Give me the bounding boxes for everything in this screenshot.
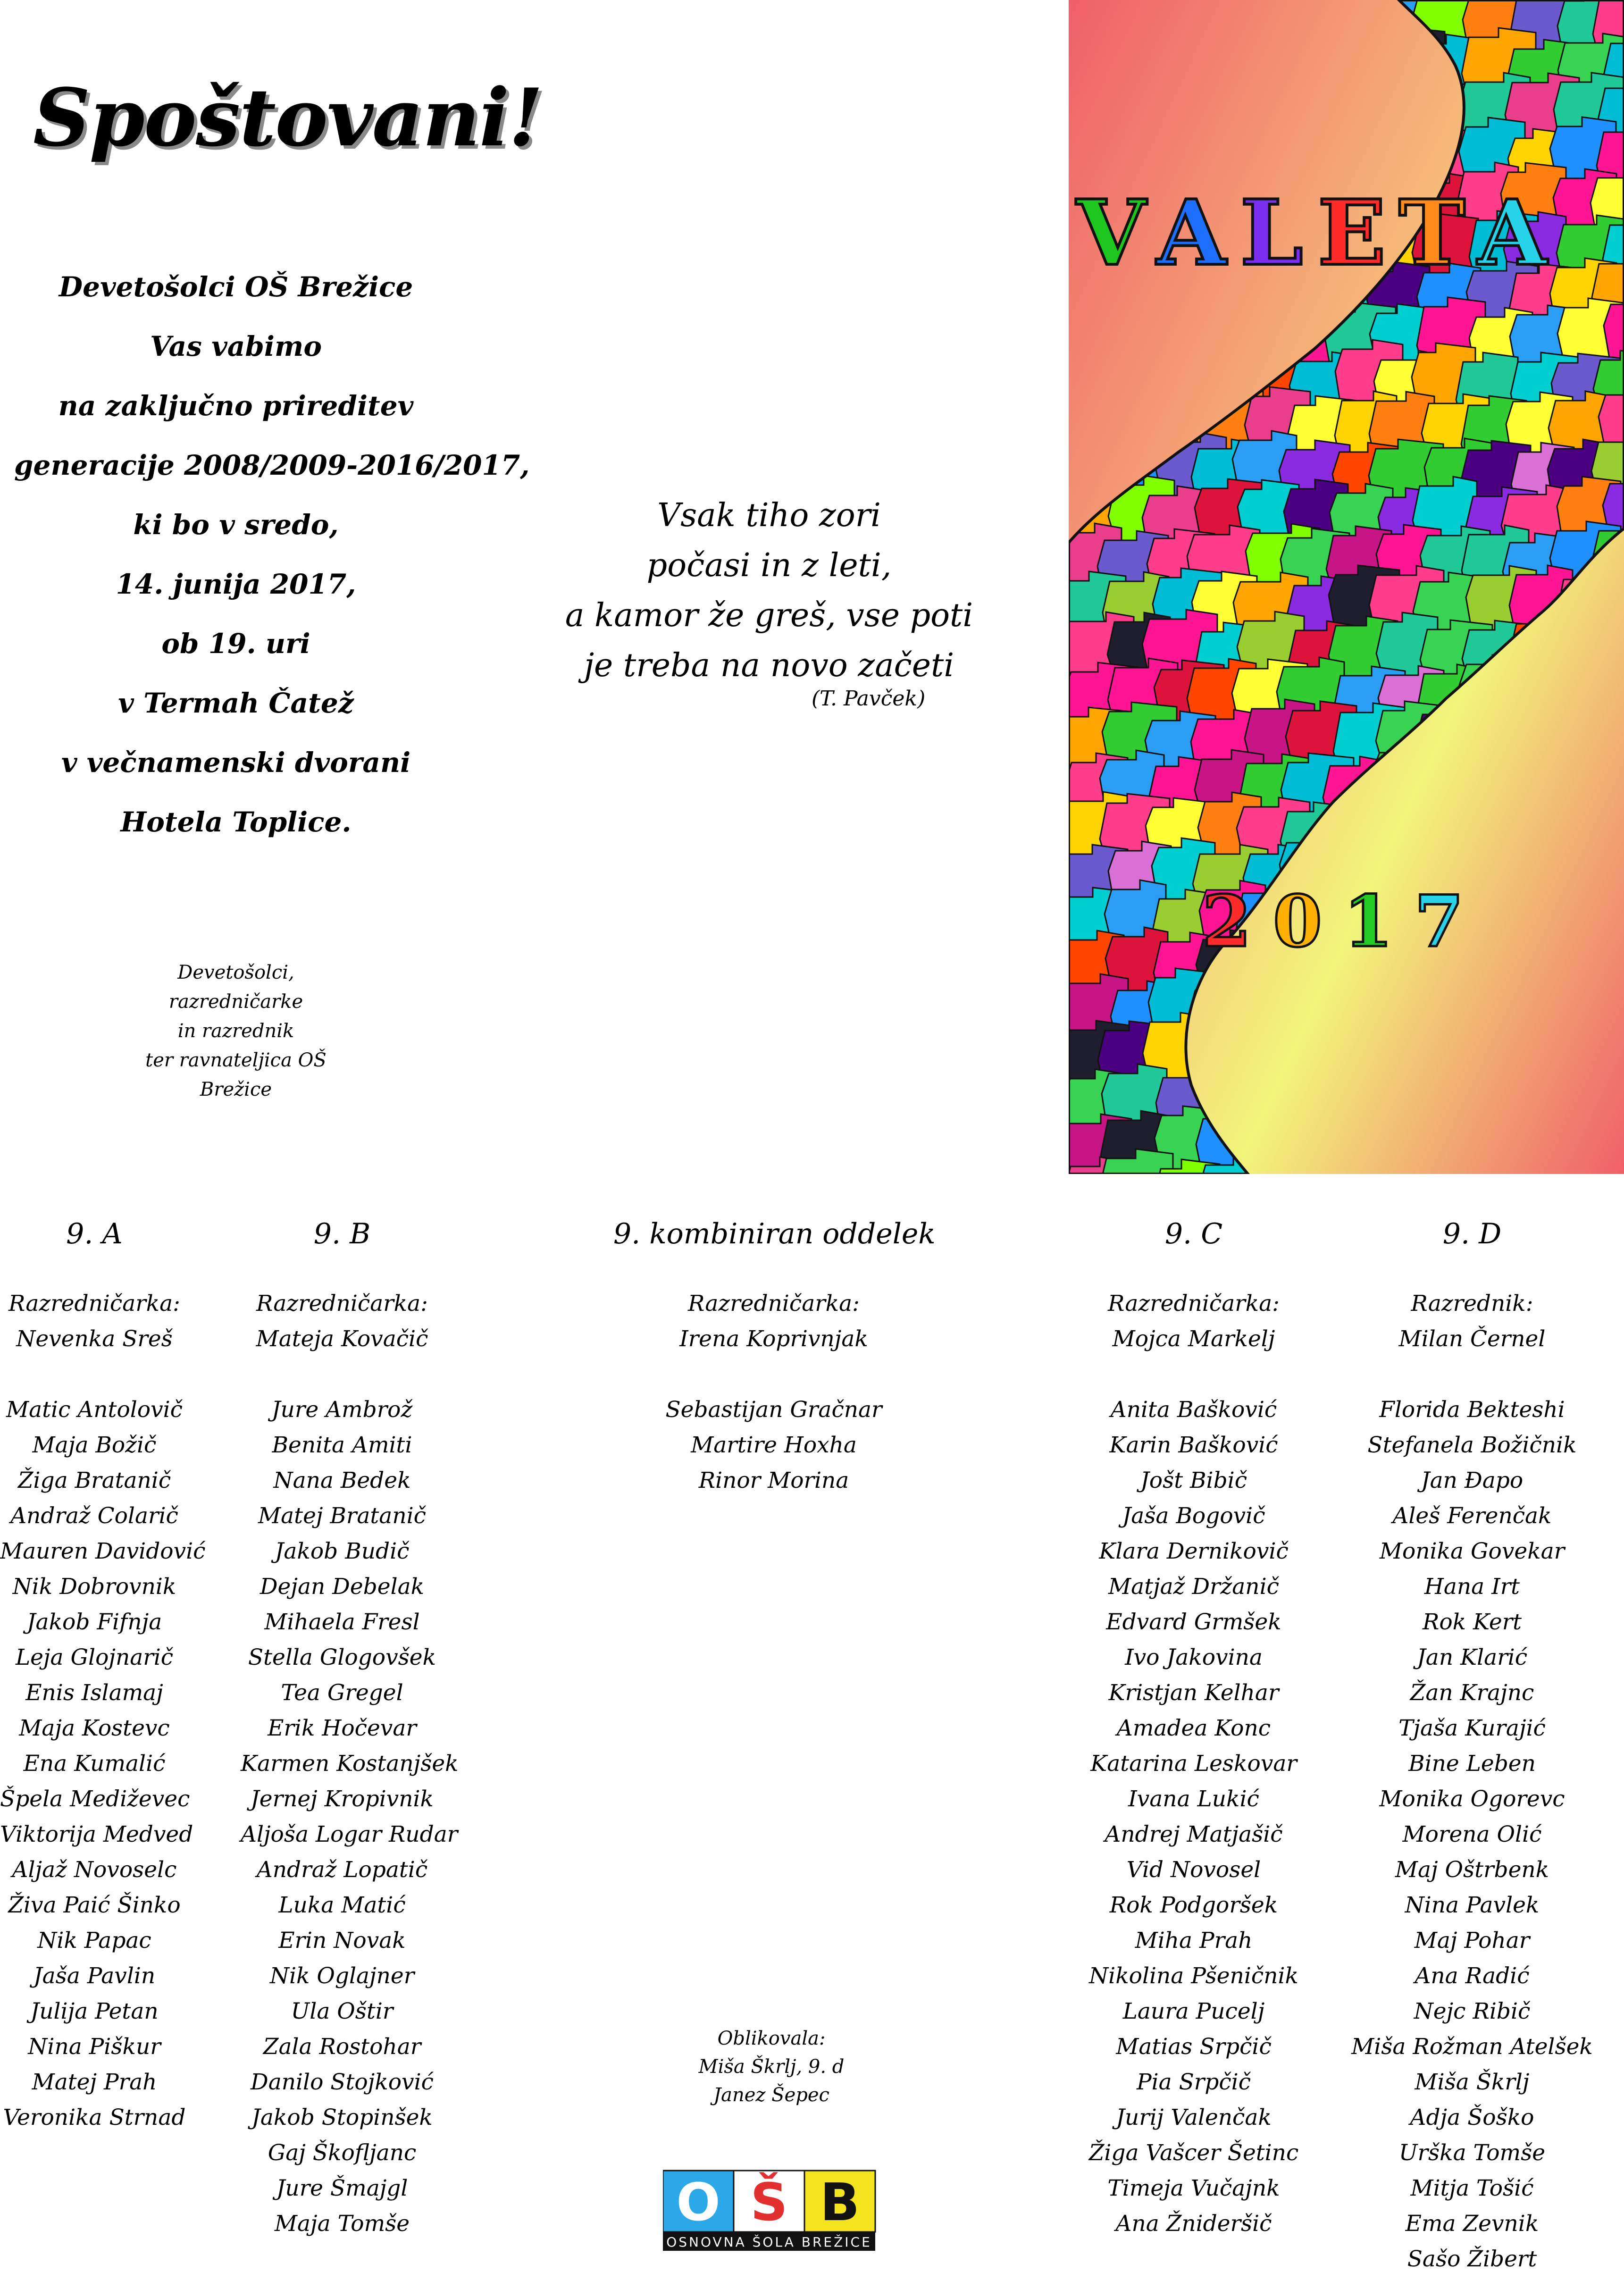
invitation-line: Vas vabimo <box>150 330 322 362</box>
student-name: Benita Amiti <box>272 1432 412 1458</box>
student-name: Veronika Strnad <box>3 2105 186 2130</box>
student-name: Amadea Konc <box>1116 1715 1271 1741</box>
cover-artwork <box>1069 0 1624 1174</box>
cover-year-digit: 1 <box>1343 880 1393 963</box>
credit-line: Miša Škrlj, 9. d <box>698 2056 845 2078</box>
student-name: Erik Hočevar <box>268 1715 417 1741</box>
student-list <box>241 1392 459 2241</box>
student-name: Stefanela Božičnik <box>1367 1432 1577 1458</box>
cover-title-letter: A <box>1477 180 1547 285</box>
quote-line: a kamor že greš, vse poti <box>565 597 973 634</box>
invitation-text <box>14 257 530 852</box>
student-name: Kristjan Kelhar <box>1108 1680 1279 1706</box>
student-name: Ula Oštir <box>291 1998 393 2024</box>
student-name: Matic Antolovič <box>6 1397 183 1423</box>
class-column-9a <box>0 1213 206 2135</box>
teacher-role: Razredničarka: <box>687 1291 860 1317</box>
student-name: Miha Prah <box>1135 1928 1253 1954</box>
cover-year-digit: 2 <box>1202 880 1252 963</box>
signer-line: ter ravnateljica OŠ Brežice <box>145 1049 326 1100</box>
student-name: Ena Kumalić <box>23 1751 166 1777</box>
student-name: Monika Govekar <box>1379 1538 1565 1564</box>
logo-caption: OSNOVNA ŠOLA BREŽICE <box>666 2234 872 2250</box>
student-name: Edvard Grmšek <box>1106 1609 1281 1635</box>
student-name: Jan Đapo <box>1421 1468 1524 1493</box>
student-name: Jaša Bogovič <box>1122 1503 1265 1529</box>
student-name: Sašo Žibert <box>1407 2246 1537 2272</box>
student-name: Žiga Bratanič <box>17 1468 171 1493</box>
student-name: Rinor Morina <box>698 1468 849 1493</box>
teacher-name: Irena Koprivnjak <box>679 1326 868 1352</box>
invitation-line: ki bo v sredo, <box>133 509 339 541</box>
signer-line: razredničarke <box>168 991 303 1013</box>
student-name: Jošt Bibič <box>1140 1468 1247 1493</box>
invitation-line: v Termah Čatež <box>118 687 354 719</box>
student-name: Bine Leben <box>1408 1751 1536 1777</box>
student-name: Jakob Budič <box>275 1538 410 1564</box>
student-name: Tea Gregel <box>281 1680 403 1706</box>
teacher-name: Mojca Markelj <box>1112 1326 1275 1352</box>
student-name: Danilo Stojković <box>251 2069 434 2095</box>
class-column-9d <box>1349 1213 1595 2277</box>
student-name: Nik Dobrovnik <box>12 1574 176 1600</box>
student-name: Monika Ogorevc <box>1379 1786 1565 1812</box>
teacher-name: Nevenka Sreš <box>16 1326 173 1352</box>
student-name: Vid Novosel <box>1126 1857 1261 1883</box>
student-name: Florida Bekteshi <box>1379 1397 1565 1423</box>
student-name: Adja Šoško <box>1410 2105 1534 2130</box>
cover-title-letter: E <box>1317 180 1386 285</box>
credit-line: Janez Šepec <box>713 2084 829 2106</box>
teacher-name: Milan Černel <box>1398 1326 1546 1352</box>
student-name: Urška Tomše <box>1398 2140 1546 2166</box>
invitation-line: v večnamenski dvorani <box>61 746 411 779</box>
quote-author: (T. Pavček) <box>812 687 926 711</box>
student-name: Ana Žnideršič <box>1115 2211 1272 2237</box>
class-heading: 9. C <box>1164 1217 1223 1250</box>
teacher-role: Razredničarka: <box>1107 1291 1280 1317</box>
class-heading: 9. D <box>1442 1217 1502 1250</box>
cover-year-digit: 0 <box>1272 880 1323 963</box>
student-name: Matjaž Držanič <box>1108 1574 1279 1600</box>
invitation-line: ob 19. uri <box>161 628 310 660</box>
student-name: Erin Novak <box>278 1928 406 1954</box>
student-name: Karin Bašković <box>1109 1432 1278 1458</box>
invitation-line: Devetošolci OŠ Brežice <box>59 271 413 303</box>
student-name: Špela Mediževec <box>0 1786 190 1812</box>
student-name: Matias Srpčič <box>1116 2034 1272 2060</box>
student-name: Jakob Fifnja <box>26 1609 162 1635</box>
student-name: Laura Pucelj <box>1122 1998 1265 2024</box>
student-name: Klara Dernikovič <box>1099 1538 1289 1564</box>
student-name: Miša Škrlj <box>1415 2069 1530 2095</box>
student-name: Andraž Lopatič <box>256 1857 428 1883</box>
teacher-role: Razrednik: <box>1411 1291 1533 1317</box>
student-name: Stella Glogovšek <box>248 1644 436 1670</box>
student-name: Ivana Lukić <box>1128 1786 1259 1812</box>
student-list <box>1076 1392 1312 2241</box>
student-name: Nina Piškur <box>28 2034 161 2060</box>
quote-line: je treba na novo začeti <box>584 647 954 684</box>
student-name: Maj Oštrbenk <box>1395 1857 1549 1883</box>
student-name: Matej Prah <box>32 2069 157 2095</box>
student-name: Andrej Matjašič <box>1105 1821 1283 1847</box>
student-list <box>613 1392 934 1498</box>
school-logo <box>663 2161 880 2251</box>
student-name: Rok Kert <box>1422 1609 1522 1635</box>
student-name: Nik Papac <box>37 1928 151 1954</box>
student-name: Nina Pavlek <box>1405 1892 1540 1918</box>
design-credits <box>651 2024 892 2109</box>
signers <box>109 958 363 1104</box>
student-name: Rok Podgoršek <box>1109 1892 1278 1918</box>
student-name: Nik Oglajner <box>269 1963 415 1989</box>
cover-title-letter: L <box>1240 180 1303 285</box>
quote-line: Vsak tiho zori <box>657 497 881 534</box>
student-name: Nana Bedek <box>273 1468 411 1493</box>
logo-letter: B <box>820 2172 860 2232</box>
student-name: Ema Zevnik <box>1405 2211 1539 2237</box>
student-name: Maja Kostevc <box>19 1715 170 1741</box>
student-name: Maja Tomše <box>274 2211 410 2237</box>
class-heading: 9. B <box>313 1217 371 1250</box>
student-name: Aleš Ferenčak <box>1392 1503 1552 1529</box>
student-name: Gaj Škofljanc <box>268 2140 417 2166</box>
credit-line: Oblikovala: <box>717 2028 826 2049</box>
student-name: Aljaž Novoselc <box>12 1857 177 1883</box>
student-name: Hana Irt <box>1424 1574 1520 1600</box>
student-name: Andraž Colarič <box>10 1503 178 1529</box>
student-name: Zala Rostohar <box>263 2034 421 2060</box>
student-name: Julija Petan <box>30 1998 159 2024</box>
student-name: Karmen Kostanjšek <box>241 1751 459 1777</box>
student-name: Tjaša Kurajić <box>1398 1715 1546 1741</box>
student-name: Jakob Stopinšek <box>251 2105 433 2130</box>
teacher-role: Razredničarka: <box>8 1291 181 1317</box>
student-name: Matej Bratanič <box>258 1503 426 1529</box>
student-name: Morena Olić <box>1402 1821 1542 1847</box>
student-name: Aljoša Logar Rudar <box>241 1821 458 1847</box>
signer-line: in razrednik <box>177 1020 294 1042</box>
cover-title-letter: A <box>1156 180 1226 285</box>
student-name: Luka Matić <box>278 1892 406 1918</box>
student-name: Jurij Valenčak <box>1116 2105 1272 2130</box>
student-name: Mihaela Fresl <box>264 1609 420 1635</box>
student-name: Jure Šmajgl <box>276 2175 408 2201</box>
student-name: Katarina Leskovar <box>1090 1751 1297 1777</box>
invitation-line: generacije 2008/2009-2016/2017, <box>14 449 530 481</box>
student-name: Enis Islamaj <box>25 1680 163 1706</box>
signer-line: Devetošolci, <box>177 962 294 983</box>
greeting-title: Spoštovani! <box>33 71 543 164</box>
quote-line: počasi in z leti, <box>646 547 892 584</box>
class-column-9c <box>1076 1213 1312 2241</box>
student-name: Anita Bašković <box>1110 1397 1277 1423</box>
student-name: Nikolina Pšeničnik <box>1089 1963 1298 1989</box>
student-name: Maj Pohar <box>1414 1928 1530 1954</box>
student-name: Jernej Kropivnik <box>250 1786 434 1812</box>
student-name: Maja Božič <box>32 1432 157 1458</box>
student-name: Miša Rožman Atelšek <box>1351 2034 1593 2060</box>
invitation-line: Hotela Toplice. <box>120 806 352 838</box>
student-name: Leja Glojnarič <box>15 1644 174 1670</box>
logo-letter: Š <box>750 2172 788 2232</box>
student-name: Ivo Jakovina <box>1125 1644 1263 1670</box>
cover-title-letter: T <box>1398 180 1465 285</box>
logo-letter: O <box>676 2172 720 2232</box>
student-name: Dejan Debelak <box>260 1574 425 1600</box>
student-list <box>0 1392 206 2135</box>
student-name: Mauren Davidović <box>0 1538 206 1564</box>
cover-year-digit: 7 <box>1414 880 1464 963</box>
student-name: Ana Radić <box>1415 1963 1530 1989</box>
student-name: Jure Ambrož <box>271 1397 413 1423</box>
invitation-line: na zaključno prireditev <box>58 390 414 422</box>
student-name: Živa Paić Šinko <box>8 1892 181 1918</box>
student-name: Viktorija Medved <box>0 1821 193 1847</box>
student-name: Martire Hoxha <box>691 1432 857 1458</box>
student-name: Timeja Vučajnk <box>1107 2175 1280 2201</box>
teacher-role: Razredničarka: <box>256 1291 428 1317</box>
student-name: Pia Srpčič <box>1136 2069 1251 2095</box>
class-column-combined <box>613 1213 934 1498</box>
class-column-9b <box>241 1213 459 2241</box>
invitation-line: 14. junija 2017, <box>116 568 356 600</box>
student-name: Jan Klarić <box>1416 1644 1528 1670</box>
student-name: Mitja Tošić <box>1410 2175 1534 2201</box>
student-name: Nejc Ribič <box>1414 1998 1531 2024</box>
cover-title-letter: V <box>1076 180 1146 285</box>
teacher-name: Mateja Kovačič <box>256 1326 428 1352</box>
student-name: Žiga Vašcer Šetinc <box>1088 2140 1299 2166</box>
student-name: Žan Krajnc <box>1410 1680 1534 1706</box>
student-list <box>1349 1392 1595 2277</box>
student-name: Jaša Pavlin <box>33 1963 156 1989</box>
class-heading: 9. kombiniran oddelek <box>613 1217 936 1250</box>
student-name: Sebastijan Gračnar <box>665 1397 882 1423</box>
quote <box>547 491 991 691</box>
class-heading: 9. A <box>66 1217 123 1250</box>
